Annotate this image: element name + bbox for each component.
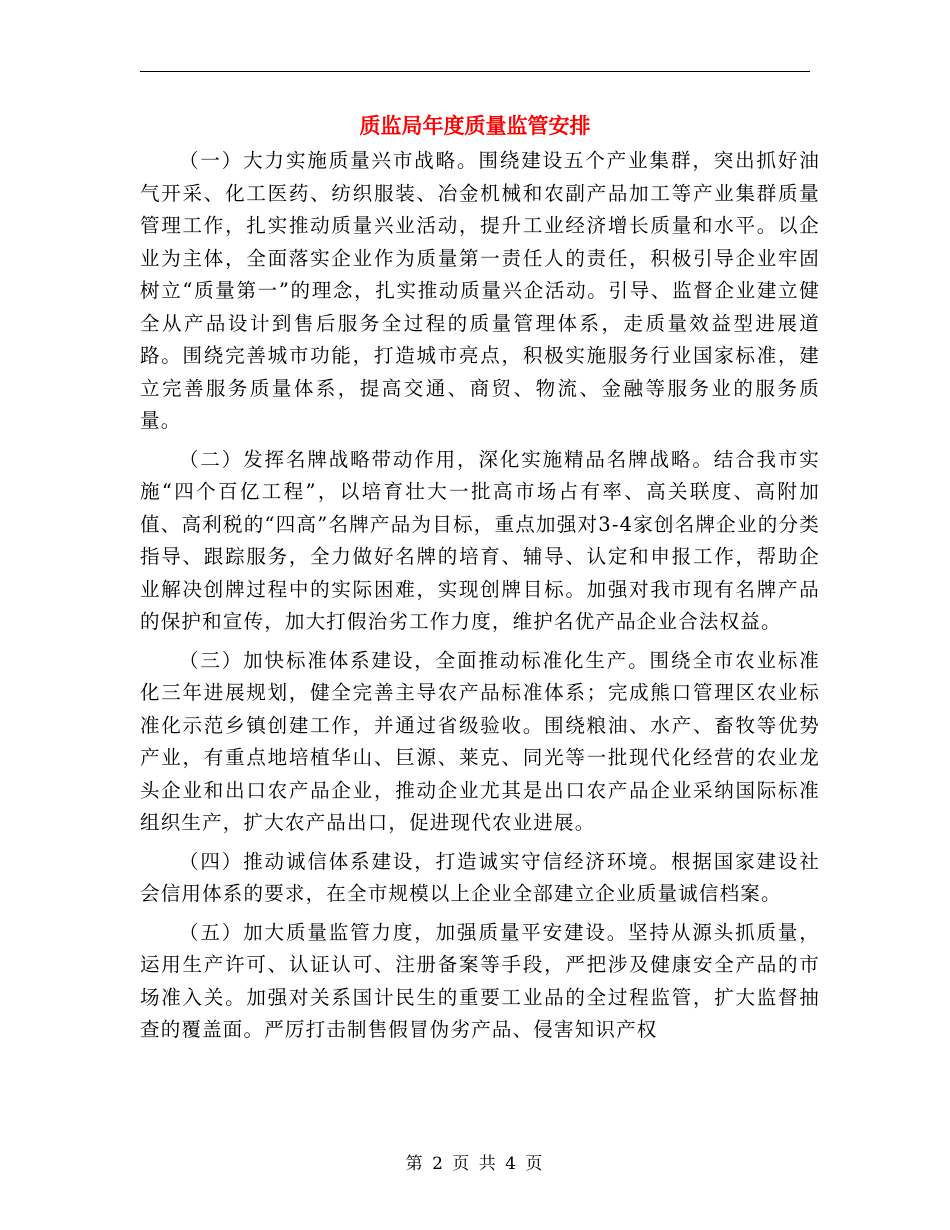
paragraph-2: （二）发挥名牌战略带动作用，深化实施精品名牌战略。结合我市实施“四个百亿工程”，以培育壮大一批高市场占有率、高关联度、高附加值、高利税的“四高”名牌产品为目标，重点加强对3-4家创名牌企业的分类指导、跟踪服务，全力做好名牌的培育、辅导、认定和申报工作，帮助企业解决创牌过程中的实际困难，实现创牌目标。加强对我市现有名牌产品的保护和宣传，加大打假治劣工作力度，维护名优产品企业合法权益。 xyxy=(140,447,820,633)
total-page-count: 4 xyxy=(505,1154,518,1174)
paragraph-3: （三）加快标准体系建设，全面推动标准化生产。围绕全市农业标准化三年进展规划，健全完善主导农产品标准体系；完成熊口管理区农业标准化示范乡镇创建工作，并通过省级验收。围绕粮油、水产、畜牧等优势产业，有重点地培植华山、巨源、莱克、同光等一批现代化经营的农业龙头企业和出口农产品企业，推动企业尤其是出口农产品企业采纳国际标准组织生产，扩大农产品出口，促进现代农业进展。 xyxy=(140,648,820,834)
paragraph-1: （一）大力实施质量兴市战略。围绕建设五个产业集群，突出抓好油气开采、化工医药、纺织服装、冶金机械和农副产品加工等产业集群质量管理工作，扎实推动质量兴业活动，提升工业经济增长质量和水平。以企业为主体，全面落实企业作为质量第一责任人的责任，积极引导企业牢固树立“质量第一”的理念，扎实推动质量兴企活动。引导、监督企业建立健全从产品设计到售后服务全过程的质量管理体系，走质量效益型进展道路。围绕完善城市功能，打造城市亮点，积极实施服务行业国家标准，建立完善服务质量体系，提高交通、商贸、物流、金融等服务业的服务质量。 xyxy=(140,149,820,432)
page-number-footer xyxy=(0,1152,950,1176)
page-prefix: 第 xyxy=(405,1154,425,1174)
paragraph-4: （四）推动诚信体系建设，打造诚实守信经济环境。根据国家建设社会信用体系的要求，在全市规模以上企业全部建立企业质量诚信档案。 xyxy=(140,849,820,905)
page-middle: 页 共 xyxy=(452,1154,498,1174)
page-suffix: 页 xyxy=(525,1154,545,1174)
current-page-number: 2 xyxy=(432,1154,445,1174)
header-rule xyxy=(140,71,810,72)
paragraph-5: （五）加大质量监管力度，加强质量平安建设。坚持从源头抓质量，运用生产许可、认证认可、注册备案等手段，严把涉及健康安全产品的市场准入关。加强对关系国计民生的重要工业品的全过程监管，扩大监督抽查的覆盖面。严厉打击制售假冒伪劣产品、侵害知识产权 xyxy=(140,920,820,1041)
document-body xyxy=(140,145,820,1047)
document-title: 质监局年度质量监管安排 xyxy=(359,113,591,138)
